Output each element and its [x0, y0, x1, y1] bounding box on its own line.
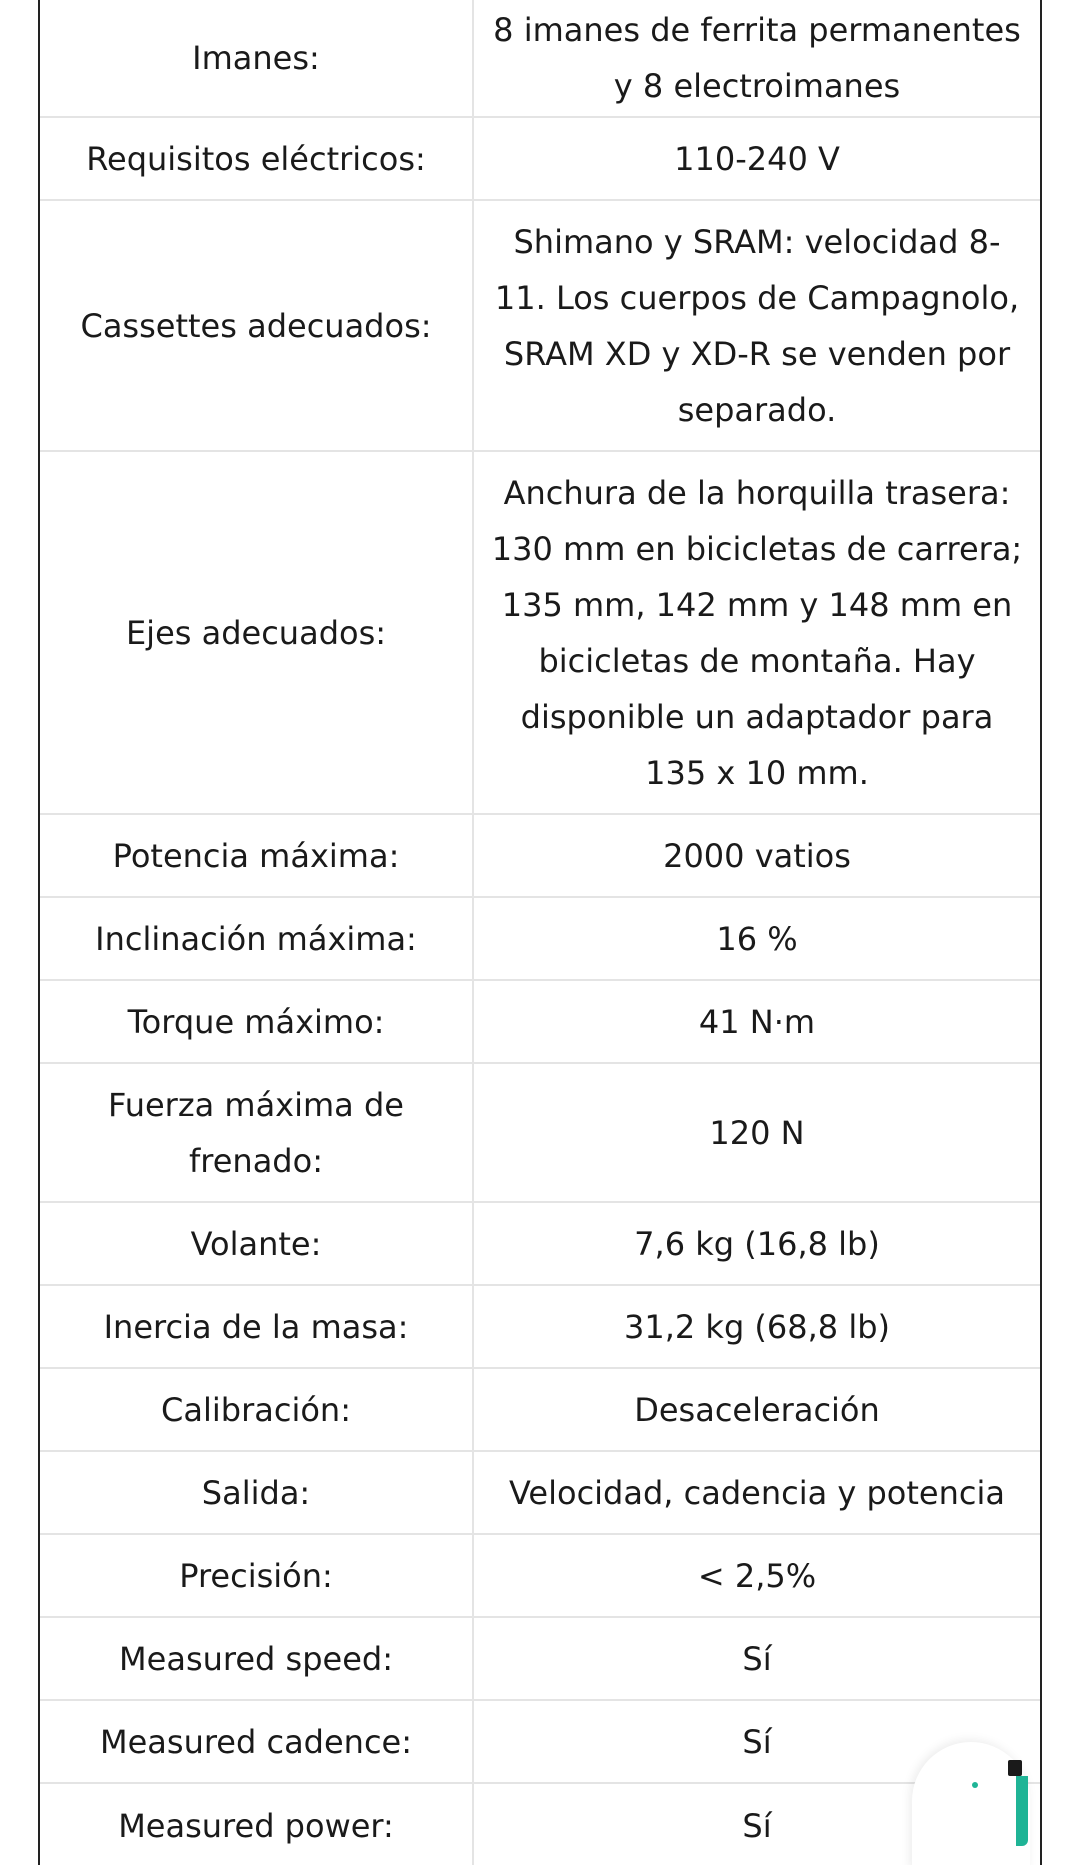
table-row: [40, 1369, 1040, 1452]
spec-value: 41 N·m: [698, 1002, 816, 1041]
spec-label: Fuerza máxima de frenado:: [40, 1064, 474, 1201]
spec-value: 31,2 kg (68,8 lb): [623, 1307, 891, 1346]
table-row: [40, 815, 1040, 898]
table-row: [40, 1618, 1040, 1701]
spec-value: 120 N: [709, 1113, 805, 1152]
chat-widget-icon: [1008, 1760, 1022, 1776]
spec-label: Calibración:: [40, 1369, 474, 1450]
spec-value: Desaceleración: [634, 1390, 880, 1429]
table-row: [40, 1203, 1040, 1286]
spec-label: Measured speed:: [40, 1618, 474, 1699]
spec-label: Potencia máxima:: [40, 815, 474, 896]
spec-value: Sí: [742, 1639, 772, 1678]
table-row: [40, 201, 1040, 452]
spec-label: Measured cadence:: [40, 1701, 474, 1782]
table-row: [40, 1535, 1040, 1618]
table-row: [40, 981, 1040, 1064]
table-row: [40, 1064, 1040, 1203]
table-row: [40, 1784, 1040, 1865]
widget-dot: [972, 1782, 978, 1788]
table-row: [40, 1452, 1040, 1535]
spec-value: 7,6 kg (16,8 lb): [634, 1224, 880, 1263]
spec-label: Inclinación máxima:: [40, 898, 474, 979]
table-row: [40, 452, 1040, 815]
spec-value: Anchura de la horquilla trasera: 130 mm en bicicletas de carrera; 135 mm, 142 mm y 148 mm en bicicletas de montaña. Hay disponible un adaptador para 135 x 10 mm.: [491, 473, 1023, 792]
spec-label: Cassettes adecuados:: [40, 201, 474, 450]
spec-table: [38, 0, 1042, 1865]
spec-label: Imanes:: [40, 0, 474, 116]
spec-label: Volante:: [40, 1203, 474, 1284]
spec-value: 8 imanes de ferrita permanentes y 8 electroimanes: [493, 11, 1021, 105]
spec-label: Torque máximo:: [40, 981, 474, 1062]
spec-value: Shimano y SRAM: velocidad 8- 11. Los cuerpos de Campagnolo, SRAM XD y XD-R se venden por separado.: [494, 222, 1020, 429]
spec-value: 16 %: [716, 919, 798, 958]
spec-label: Measured power:: [40, 1784, 474, 1865]
widget-accent-bar: [1016, 1776, 1028, 1846]
table-row: [40, 118, 1040, 201]
spec-value: Velocidad, cadencia y potencia: [509, 1473, 1005, 1512]
spec-label: Salida:: [40, 1452, 474, 1533]
spec-value: 2000 vatios: [663, 836, 851, 875]
spec-value: Sí: [742, 1722, 772, 1761]
spec-value: < 2,5%: [697, 1556, 817, 1595]
spec-label: Requisitos eléctricos:: [40, 118, 474, 199]
spec-label: Inercia de la masa:: [40, 1286, 474, 1367]
spec-label: Ejes adecuados:: [40, 452, 474, 813]
table-row: [40, 1286, 1040, 1369]
spec-label: Precisión:: [40, 1535, 474, 1616]
table-row: [40, 0, 1040, 118]
table-row: [40, 1701, 1040, 1784]
table-row: [40, 898, 1040, 981]
spec-value: Sí: [742, 1806, 772, 1845]
spec-value: 110-240 V: [674, 139, 840, 178]
